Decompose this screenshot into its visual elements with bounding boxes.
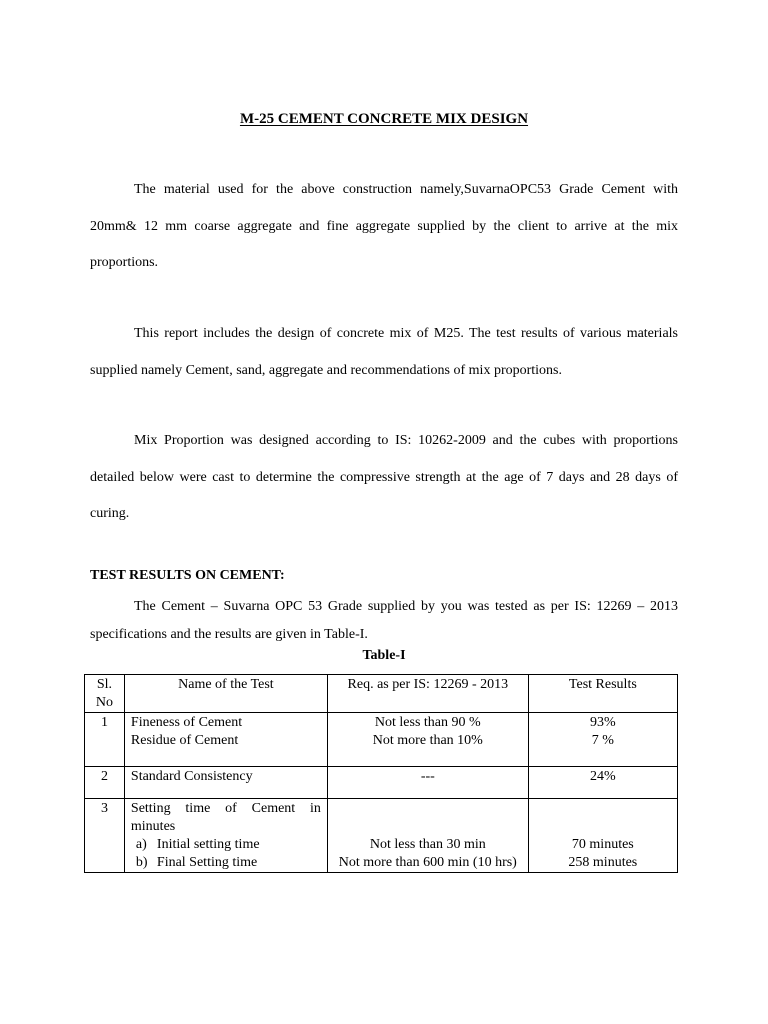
requirement-line: Not less than 30 min <box>369 837 486 852</box>
cell-spacer <box>334 800 522 818</box>
list-item <box>135 836 321 854</box>
result-line: 93% <box>590 715 616 730</box>
row-test-name <box>124 713 327 767</box>
row-test-result <box>528 799 677 873</box>
header-test-name: Name of the Test <box>124 675 327 713</box>
list-item-label: Final Setting time <box>156 855 258 870</box>
table-row <box>85 713 678 767</box>
row-serial-number: 1 <box>85 713 125 767</box>
intro-paragraph-material: The material used for the above construction namely,SuvarnaOPC53 Grade Cement with 20mm& 12 mm coarse aggregate and fine aggregate supplied by the client to arrive at the mix proportions. <box>90 182 678 270</box>
test-name-line: Standard Consistency <box>130 769 253 784</box>
row-requirement <box>327 713 528 767</box>
document-title: M-25 CEMENT CONCRETE MIX DESIGN <box>239 111 529 127</box>
test-name-line: Fineness of Cement <box>130 715 243 730</box>
setting-time-list <box>131 836 321 872</box>
result-line: 258 minutes <box>568 855 638 870</box>
table-row <box>85 799 678 873</box>
row-test-name <box>124 767 327 799</box>
intro-paragraph-mix-proportion: Mix Proportion was designed according to IS: 10262-2009 and the cubes with proportions detailed below were cast to determine the compressive strength at the age of 7 days and 28 days of curing. <box>90 433 678 521</box>
cement-test-results-table <box>84 674 678 873</box>
row-test-result <box>528 767 677 799</box>
section-heading-cement-tests: TEST RESULTS ON CEMENT: <box>90 568 285 583</box>
intro-paragraph-report-scope: This report includes the design of concrete mix of M25. The test results of various materials supplied namely Cement, sand, aggregate and recommendations of mix proportions. <box>90 326 678 378</box>
requirement-line: Not more than 10% <box>372 733 483 748</box>
row-test-result <box>528 713 677 767</box>
cell-spacer <box>535 800 671 818</box>
result-line: 7 % <box>591 733 614 748</box>
row-requirement <box>327 799 528 873</box>
cell-spacer <box>334 818 522 836</box>
test-name-lead: Setting time of Cement in <box>130 801 321 816</box>
row-requirement <box>327 767 528 799</box>
header-serial-number: Sl. No <box>85 675 125 713</box>
table-row <box>85 767 678 799</box>
requirement-line: --- <box>420 769 435 784</box>
list-item-label: Initial setting time <box>156 837 260 852</box>
row-serial-number: 3 <box>85 799 125 873</box>
section-paragraph-cement-tests: The Cement – Suvarna OPC 53 Grade supplied by you was tested as per IS: 12269 – 2013 specifications and the results are given in Table-I. <box>90 599 678 642</box>
list-item <box>135 854 321 872</box>
result-line: 24% <box>590 769 616 784</box>
list-marker: b) <box>135 855 148 870</box>
test-name-tail: minutes <box>130 819 176 834</box>
list-marker: a) <box>135 837 147 852</box>
row-test-name <box>124 799 327 873</box>
table-header-row <box>85 675 678 713</box>
table-caption: Table-I <box>362 648 406 663</box>
result-line: 70 minutes <box>571 837 634 852</box>
header-requirement: Req. as per IS: 12269 - 2013 <box>327 675 528 713</box>
header-test-results: Test Results <box>528 675 677 713</box>
test-name-line: Residue of Cement <box>130 733 239 748</box>
requirement-line: Not less than 90 % <box>374 715 481 730</box>
requirement-line: Not more than 600 min (10 hrs) <box>338 855 517 870</box>
row-serial-number: 2 <box>85 767 125 799</box>
cell-spacer <box>535 818 671 836</box>
